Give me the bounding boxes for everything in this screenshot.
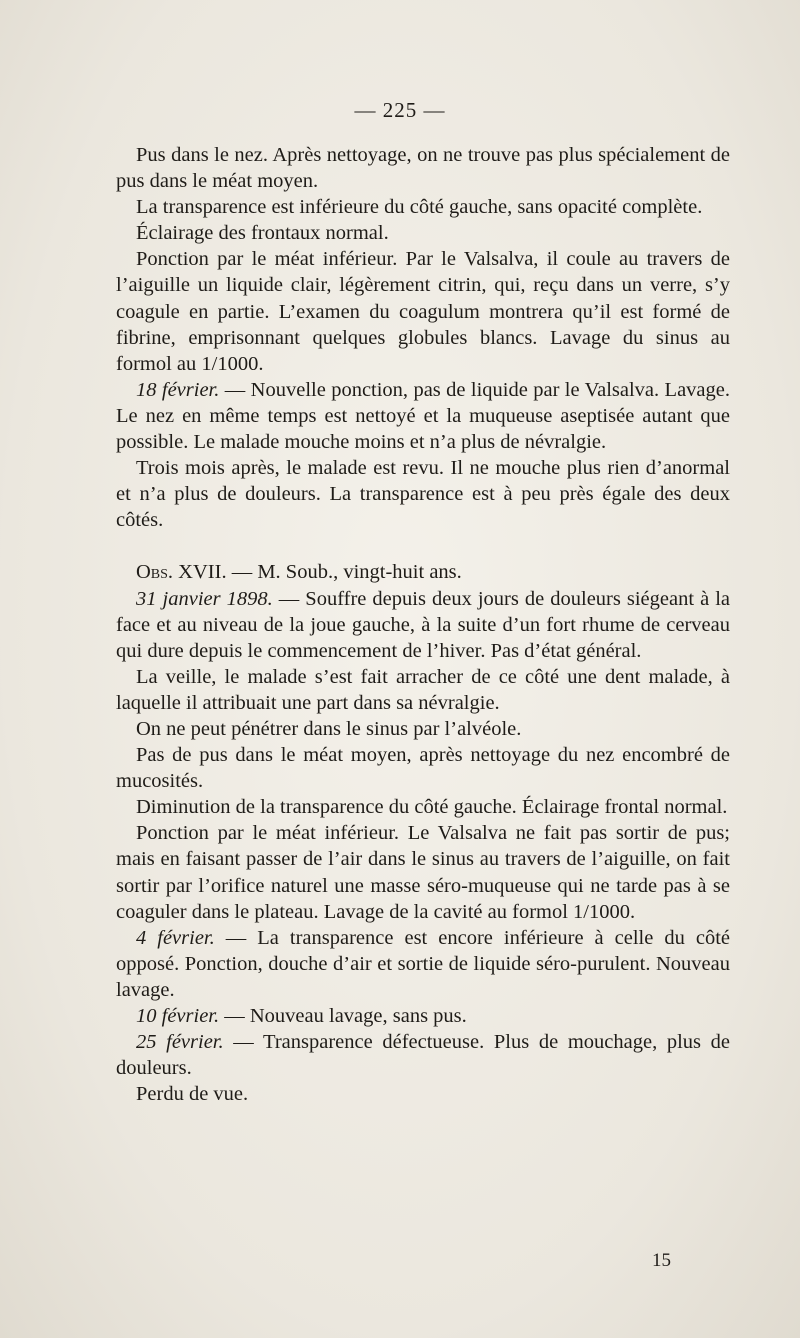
paragraph-text: Pas de pus dans le méat moyen, après nettoyage du nez encombré de mucosités. — [116, 744, 730, 793]
paragraph-text: Pus dans le nez. Après nettoyage, on ne trouve pas plus spécialement de pus dans le méat moyen. — [116, 144, 730, 193]
paragraph-text: — Nouveau lavage, sans pus. — [219, 1005, 467, 1027]
paragraph — [116, 742, 730, 794]
paragraph — [116, 794, 730, 820]
paragraph — [116, 142, 730, 194]
paragraph-dated-entry — [116, 925, 730, 1003]
paragraph-text: — Souffre depuis deux jours de douleurs siégeant à la face et au niveau de la joue gauche, à la suite d’un fort rhume de cerveau qui dure depuis le commencement de l’hiver. Pas d’état général. — [116, 587, 730, 662]
paragraph — [116, 820, 730, 924]
paragraph-dated-entry — [116, 377, 730, 455]
signature-mark: 15 — [652, 1250, 671, 1271]
paragraph-text: Éclairage des frontaux normal. — [136, 222, 389, 245]
paragraph — [116, 1081, 730, 1107]
entry-date: 18 février. — [136, 378, 220, 401]
paragraph — [116, 664, 730, 716]
paragraph-text: La veille, le malade s’est fait arracher de ce côté une dent malade, à laquelle il attribuait une part dans sa névralgie. — [116, 665, 730, 714]
observation-label: Obs. XVII. — [136, 561, 227, 584]
paragraph-text: — M. Soub., vingt-huit ans. — [226, 561, 462, 584]
entry-date: 4 février. — [136, 926, 215, 949]
paragraph — [116, 716, 730, 742]
paragraph — [116, 246, 730, 376]
paragraph-dated-entry — [116, 1003, 730, 1029]
paragraph-text: Ponction par le méat inférieur. Par le Valsalva, il coule au travers de l’aiguille un liquide clair, légèrement citrin, qui, reçu dans un verre, s’y coagule en partie. L’examen du coagulum montrera qu’il est formé de fibrine, emprisonnant quelques globules blancs. Lavage du sinus au formol au 1/1000. — [116, 248, 730, 375]
paragraph-text: La transparence est inférieure du côté gauche, sans opacité complète. — [136, 196, 703, 219]
paragraph-text: Perdu de vue. — [136, 1083, 249, 1106]
paragraph-dated-entry — [116, 586, 730, 664]
paragraph-text: — Transparence défectueuse. Plus de mouchage, plus de douleurs. — [116, 1031, 730, 1080]
paragraph-text: — La transparence est encore inférieure à celle du côté opposé. Ponction, douche d’air et sortie de liquide séro-purulent. Nouveau lavage. — [116, 926, 731, 1001]
paragraph-text: Trois mois après, le malade est revu. Il ne mouche plus rien d’anormal et n’a plus de douleurs. La transparence est à peu près égale des deux côtés. — [116, 457, 730, 532]
paragraph — [116, 220, 730, 246]
observation-heading — [116, 559, 730, 585]
paragraph-text: Diminution de la transparence du côté gauche. Éclairage frontal normal. — [136, 796, 728, 819]
entry-date: 25 février. — [136, 1031, 224, 1054]
entry-date: 31 janvier 1898. — [136, 587, 273, 610]
paragraph-text: — Nouvelle ponction, pas de liquide par le Valsalva. Lavage. Le nez en même temps est nettoyé et la muqueuse aseptisée autant que possible. Le malade mouche moins et n’a plus de névralgie. — [116, 378, 730, 454]
entry-date: 10 février. — [136, 1005, 220, 1027]
paragraph — [116, 455, 730, 533]
paragraph-text: Ponction par le méat inférieur. Le Valsalva ne fait pas sortir de pus; mais en faisant passer de l’air dans le sinus au travers de l’aiguille, on fait sortir par l’orifice naturel une masse séro-muqueuse qui ne tarde pas à se coaguler dans le plateau. Lavage de la cavité au formol 1/1000. — [116, 822, 730, 923]
paragraph — [116, 194, 730, 220]
page-number: — 225 — — [354, 98, 446, 122]
body-text — [116, 142, 730, 1107]
paragraph-text: On ne peut pénétrer dans le sinus par l’alvéole. — [136, 717, 522, 740]
paragraph-dated-entry — [116, 1029, 730, 1081]
